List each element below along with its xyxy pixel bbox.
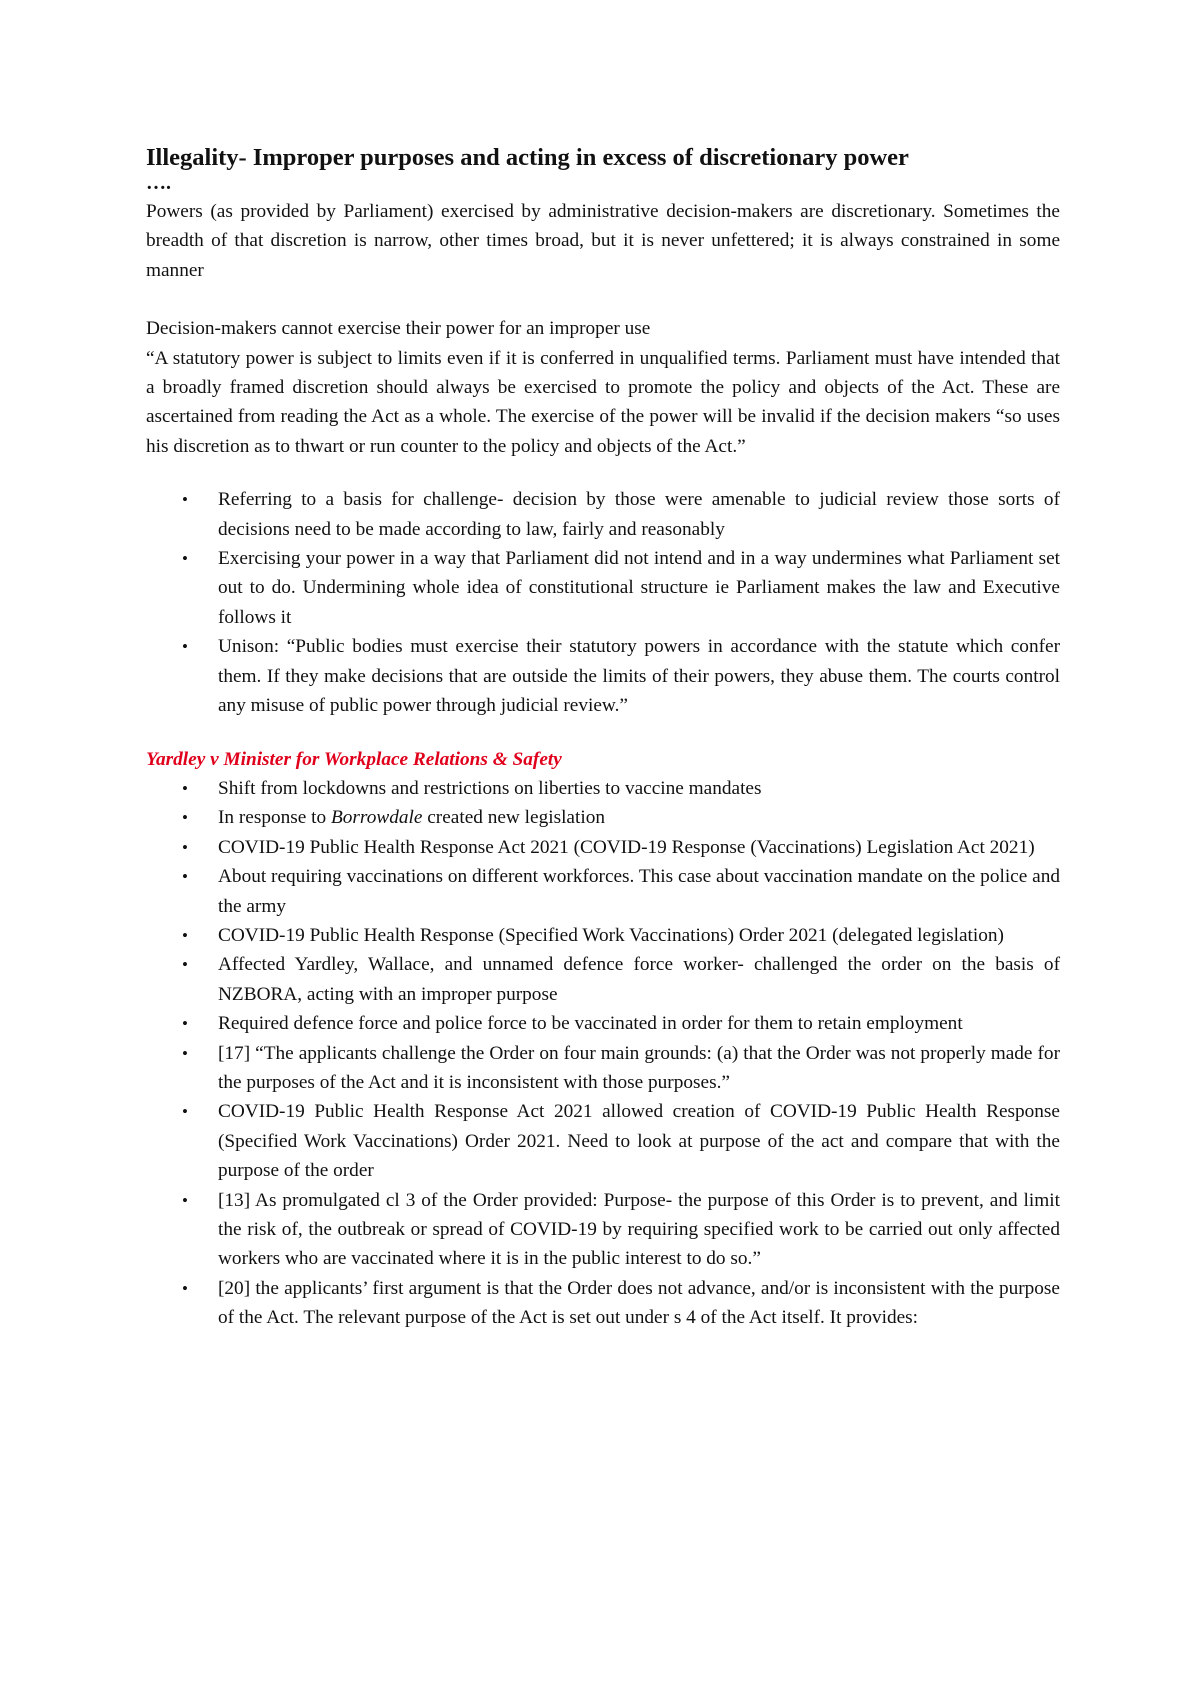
list-item-text: COVID-19 Public Health Response (Specified Work Vaccinations) Order 2021 (delegated legislation) <box>218 924 1004 946</box>
list-item-text: Required defence force and police force to be vaccinated in order for them to retain employment <box>218 1013 963 1035</box>
rule-statement: Decision-makers cannot exercise their power for an improper use <box>146 318 651 340</box>
list-item <box>146 921 1060 950</box>
bullet-icon: • <box>182 867 188 887</box>
title-ellipsis: …. <box>146 172 171 194</box>
statutory-power-quote: “A statutory power is subject to limits even if it is conferred in unqualified terms. Parliament must have intended that a broadly framed discretion should always be exercised to promote the policy and objects of the Act. These are ascertained from reading the Act as a whole. The exercise of the power will be invalid if the decision makers “so uses his discretion as to thwart or run counter to the policy and objects of the Act.” <box>146 347 1060 457</box>
case-name-borrowdale: Borrowdale <box>331 807 423 829</box>
list-item-text: Shift from lockdowns and restrictions on liberties to vaccine mandates <box>218 777 762 799</box>
list-item <box>146 950 1060 1009</box>
document-page <box>146 143 1060 1333</box>
bullet-icon: • <box>182 778 188 798</box>
bullet-icon: • <box>182 1014 188 1034</box>
list-item <box>146 803 1060 832</box>
list-item-text: [20] the applicants’ first argument is that the Order does not advance, and/or is inconsistent with the purpose of the Act. The relevant purpose of the Act is set out under s 4 of the Act itself. It provides: <box>218 1277 1060 1329</box>
list-item-text: COVID-19 Public Health Response Act 2021 allowed creation of COVID-19 Public Health Response (Specified Work Vaccinations) Order 2021. Need to look at purpose of the act and compare that with the purpose of the order <box>218 1101 1060 1182</box>
bullet-icon: • <box>182 1190 188 1210</box>
list-item-text: Unison: “Public bodies must exercise their statutory powers in accordance with the statute which confer them. If they make decisions that are outside the limits of their powers, they abuse them. The courts control any misuse of public power through judicial review.” <box>218 636 1060 717</box>
bullet-icon: • <box>182 1278 188 1298</box>
bullet-icon: • <box>182 925 188 945</box>
list-item-text-pre: In response to <box>218 807 331 829</box>
list-item <box>146 862 1060 921</box>
spacer <box>146 461 1060 485</box>
bullet-icon: • <box>182 1043 188 1063</box>
list-item <box>146 1186 1060 1274</box>
bullet-icon: • <box>182 549 188 569</box>
list-item <box>146 833 1060 862</box>
bullet-list-case <box>146 774 1060 1333</box>
bullet-list-principles <box>146 485 1060 720</box>
bullet-icon: • <box>182 637 188 657</box>
bullet-icon: • <box>182 955 188 975</box>
list-item <box>146 485 1060 544</box>
intro-paragraph: Powers (as provided by Parliament) exercised by administrative decision-makers are discretionary. Sometimes the breadth of that discretion is narrow, other times broad, but it is never unfettered; it is always constrained in some manner <box>146 201 1060 281</box>
list-item <box>146 1097 1060 1185</box>
list-item-text: [13] As promulgated cl 3 of the Order provided: Purpose- the purpose of this Order is to prevent, and limit the risk of, the outbreak or spread of COVID-19 by requiring specified work to be carried out only affected workers who are vaccinated where it is in the public interest to do so.” <box>218 1189 1060 1270</box>
document-title: Illegality- Improper purposes and acting in excess of discretionary power <box>146 144 909 171</box>
list-item-text: Referring to a basis for challenge- decision by those were amenable to judicial review those sorts of decisions need to be made according to law, fairly and reasonably <box>218 489 1060 540</box>
list-item <box>146 544 1060 632</box>
bullet-icon: • <box>182 808 188 828</box>
list-item-text: Affected Yardley, Wallace, and unnamed defence force worker- challenged the order on the basis of NZBORA, acting with an improper purpose <box>218 954 1060 1005</box>
bullet-icon: • <box>182 490 188 510</box>
list-item <box>146 1274 1060 1333</box>
list-item-text: About requiring vaccinations on different workforces. This case about vaccination mandate on the police and the army <box>218 866 1060 917</box>
list-item <box>146 1009 1060 1038</box>
list-item-text-post: created new legislation <box>422 807 605 829</box>
list-item <box>146 1039 1060 1098</box>
bullet-icon: • <box>182 1102 188 1122</box>
case-heading: Yardley v Minister for Workplace Relations & Safety <box>146 748 562 770</box>
list-item <box>146 632 1060 720</box>
spacer <box>146 285 1060 314</box>
list-item-text: COVID-19 Public Health Response Act 2021 (COVID-19 Response (Vaccinations) Legislation Act 2021) <box>218 836 1035 858</box>
list-item-text: Exercising your power in a way that Parliament did not intend and in a way undermines what Parliament set out to do. Undermining whole idea of constitutional structure ie Parliament makes the law and Executive follows it <box>218 548 1060 628</box>
bullet-icon: • <box>182 837 188 857</box>
spacer <box>146 721 1060 745</box>
list-item-text: [17] “The applicants challenge the Order on four main grounds: (a) that the Order was not properly made for the purposes of the Act and it is inconsistent with those purposes.” <box>218 1042 1060 1093</box>
list-item <box>146 774 1060 803</box>
